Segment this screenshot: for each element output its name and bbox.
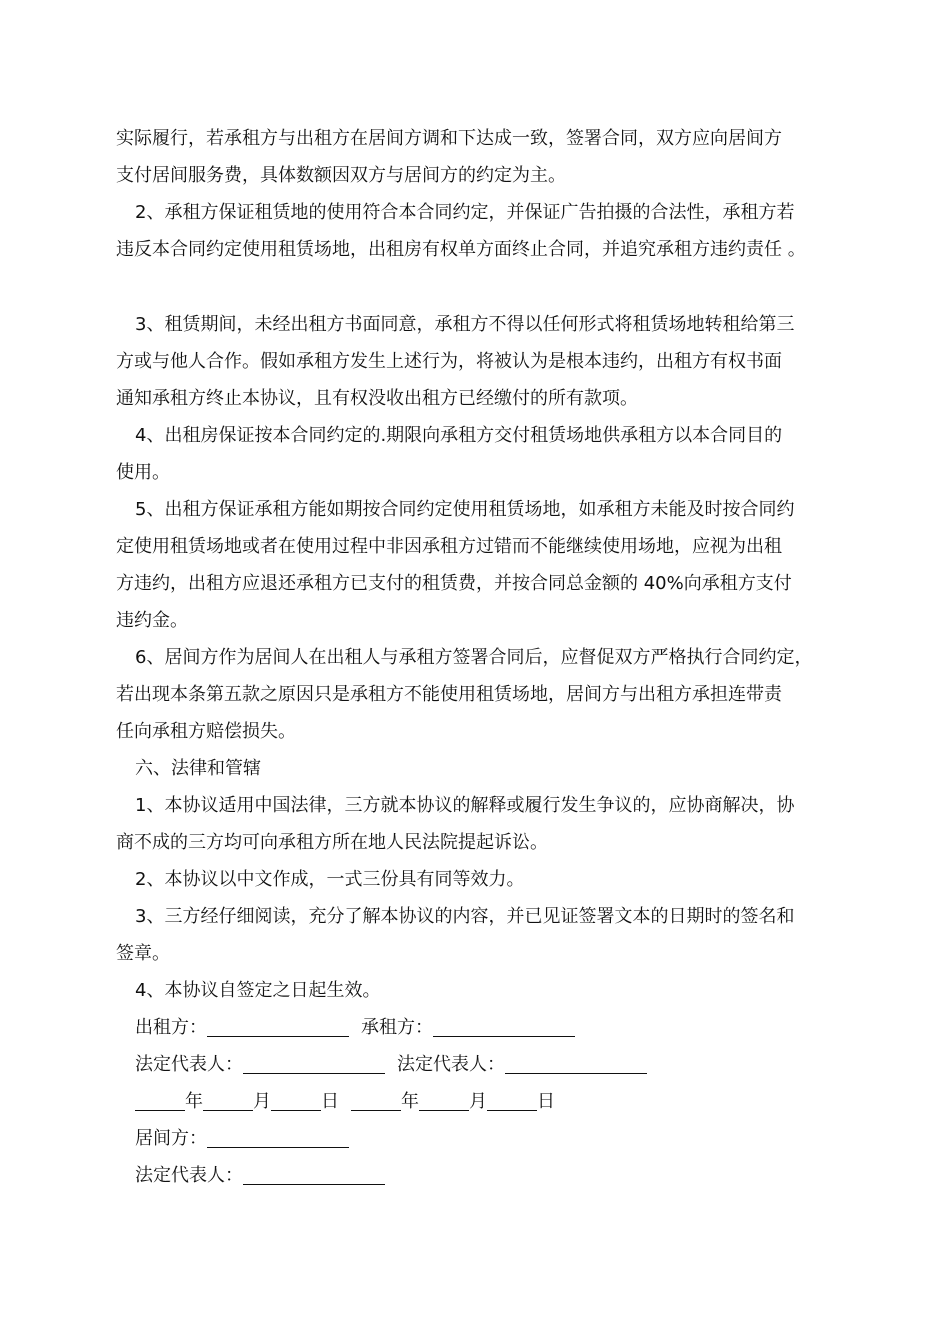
paragraph-line: 实际履行，若承租方与出租方在居间方调和下达成一致，签署合同，双方应向居间方 [116,128,782,149]
law-clause-2-line: 2、本协议以中文作成，一式三份具有同等效力。 [135,869,525,890]
clause-3-line: 3、租赁期间，未经出租方书面同意，承租方不得以任何形式将租赁场地转租给第三 [135,314,795,335]
day-label: 日 [321,1091,339,1112]
section-6-heading: 六、法律和管辖 [135,758,261,779]
contract-page [116,120,840,1194]
clause-3-line: 方或与他人合作。假如承租方发生上述行为，将被认为是根本违约，出租方有权书面 [116,351,782,372]
lessor-signature-field[interactable] [207,1016,349,1037]
intermediary-rep-field[interactable] [243,1164,385,1185]
signature-dates-row [116,1083,840,1120]
intermediary-row [116,1120,840,1157]
clause-5-line: 5、出租方保证承租方能如期按合同约定使用租赁场地，如承租方未能及时按合同约 [135,499,795,520]
law-clause-1-line: 1、本协议适用中国法律，三方就本协议的解释或履行发生争议的，应协商解决，协 [135,795,795,816]
lessor-rep-label: 法定代表人： [135,1054,243,1075]
clause-6-line: 6、居间方作为居间人在出租人与承租方签署合同后，应督促双方严格执行合同约定， [135,647,813,668]
signature-parties-row [116,1009,840,1046]
year-field[interactable] [135,1090,185,1111]
intermediary-signature-field[interactable] [207,1127,349,1148]
blank-gap [116,268,840,306]
lessor-label: 出租方： [135,1017,207,1038]
day-field[interactable] [271,1090,321,1111]
clause-5-line: 违约金。 [116,610,188,631]
clause-6-line: 任向承租方赔偿损失。 [116,721,296,742]
paragraph-line: 支付居间服务费，具体数额因双方与居间方的约定为主。 [116,165,566,186]
year-label: 年 [401,1091,419,1112]
lessee-label: 承租方： [361,1017,433,1038]
month-field[interactable] [203,1090,253,1111]
lessee-rep-field[interactable] [505,1053,647,1074]
lessee-rep-label: 法定代表人： [397,1054,505,1075]
clause-2-line: 违反本合同约定使用租赁场地，出租房有权单方面终止合同，并追究承租方违约责任 。 [116,239,806,260]
law-clause-4-line: 4、本协议自签定之日起生效。 [135,980,381,1001]
clause-6-line: 若出现本条第五款之原因只是承租方不能使用租赁场地，居间方与出租方承担连带责 [116,684,782,705]
month-field[interactable] [419,1090,469,1111]
law-clause-3-line: 3、三方经仔细阅读，充分了解本协议的内容，并已见证签署文本的日期时的签名和 [135,906,795,927]
lessor-rep-field[interactable] [243,1053,385,1074]
law-clause-1-line: 商不成的三方均可向承租方所在地人民法院提起诉讼。 [116,832,548,853]
month-label: 月 [469,1091,487,1112]
intermediary-label: 居间方： [135,1128,207,1149]
month-label: 月 [253,1091,271,1112]
day-label: 日 [537,1091,555,1112]
clause-2-line: 2、承租方保证租赁地的使用符合本合同约定，并保证广告拍摄的合法性，承租方若 [135,202,795,223]
year-field[interactable] [351,1090,401,1111]
clause-3-line: 通知承租方终止本协议，且有权没收出租方已经缴付的所有款项。 [116,388,638,409]
clause-5-line: 定使用租赁场地或者在使用过程中非因承租方过错而不能继续使用场地，应视为出租 [116,536,782,557]
intermediary-rep-label: 法定代表人： [135,1165,243,1186]
clause-5-line: 方违约，出租方应退还承租方已支付的租赁费，并按合同总金额的 40%向承租方支付 [116,573,792,594]
law-clause-3-line: 签章。 [116,943,170,964]
day-field[interactable] [487,1090,537,1111]
signature-reps-row [116,1046,840,1083]
year-label: 年 [185,1091,203,1112]
clause-4-line: 4、出租房保证按本合同约定的.期限向承租方交付租赁场地供承租方以本合同目的 [135,425,783,446]
lessee-signature-field[interactable] [433,1016,575,1037]
intermediary-rep-row [116,1157,840,1194]
clause-4-line: 使用。 [116,462,170,483]
